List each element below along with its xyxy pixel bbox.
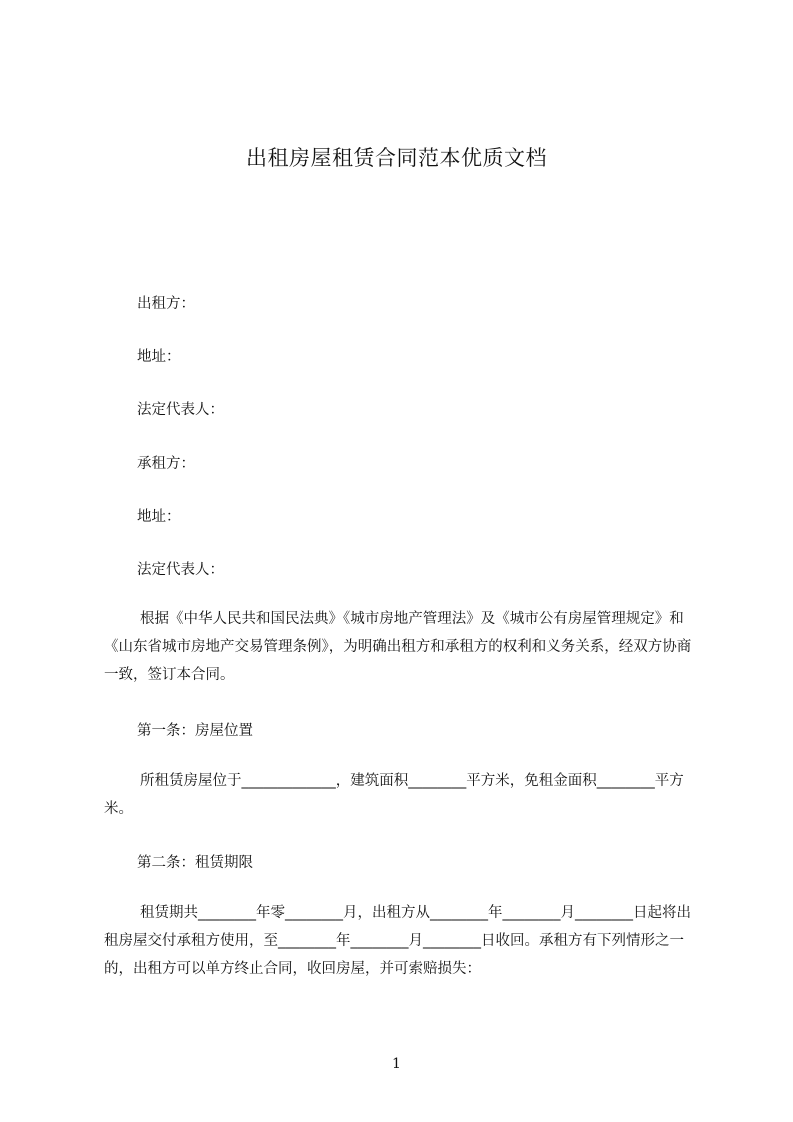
lessor-address-label: 地址：: [137, 349, 181, 365]
lessee-label: 承租方：: [137, 456, 195, 472]
article1-paragraph: 所租赁房屋位于_____________，建筑面积________平方米，免租金面积________平方米。: [104, 773, 684, 817]
preamble-paragraph: 根据《中华人民共和国民法典》《城市房地产管理法》及《城市公有房屋管理规定》和《山东省城市房地产交易管理条例》，为明确出租方和承租方的权利和义务关系，经双方协商一致，签订本合同。: [104, 611, 692, 683]
lessee-address-label: 地址：: [137, 509, 181, 525]
article2-paragraph: 租赁期共________年零________月，出租方从________年________月________日起将出租房屋交付承租方使用，至________年________月________日收回。承租方有下列情形之一的，出租方可以单方终止合同，收回房屋，并可索赔损失：: [104, 905, 691, 977]
article2-heading: 第二条：租赁期限: [137, 855, 253, 871]
page-number: 1: [392, 1056, 401, 1072]
lessee-representative-label: 法定代表人：: [137, 562, 224, 578]
document-title: 出租房屋租赁合同范本优质文档: [246, 146, 547, 170]
lessor-label: 出租方：: [137, 296, 195, 312]
article1-heading: 第一条：房屋位置: [137, 723, 253, 739]
lessor-representative-label: 法定代表人：: [137, 402, 224, 418]
